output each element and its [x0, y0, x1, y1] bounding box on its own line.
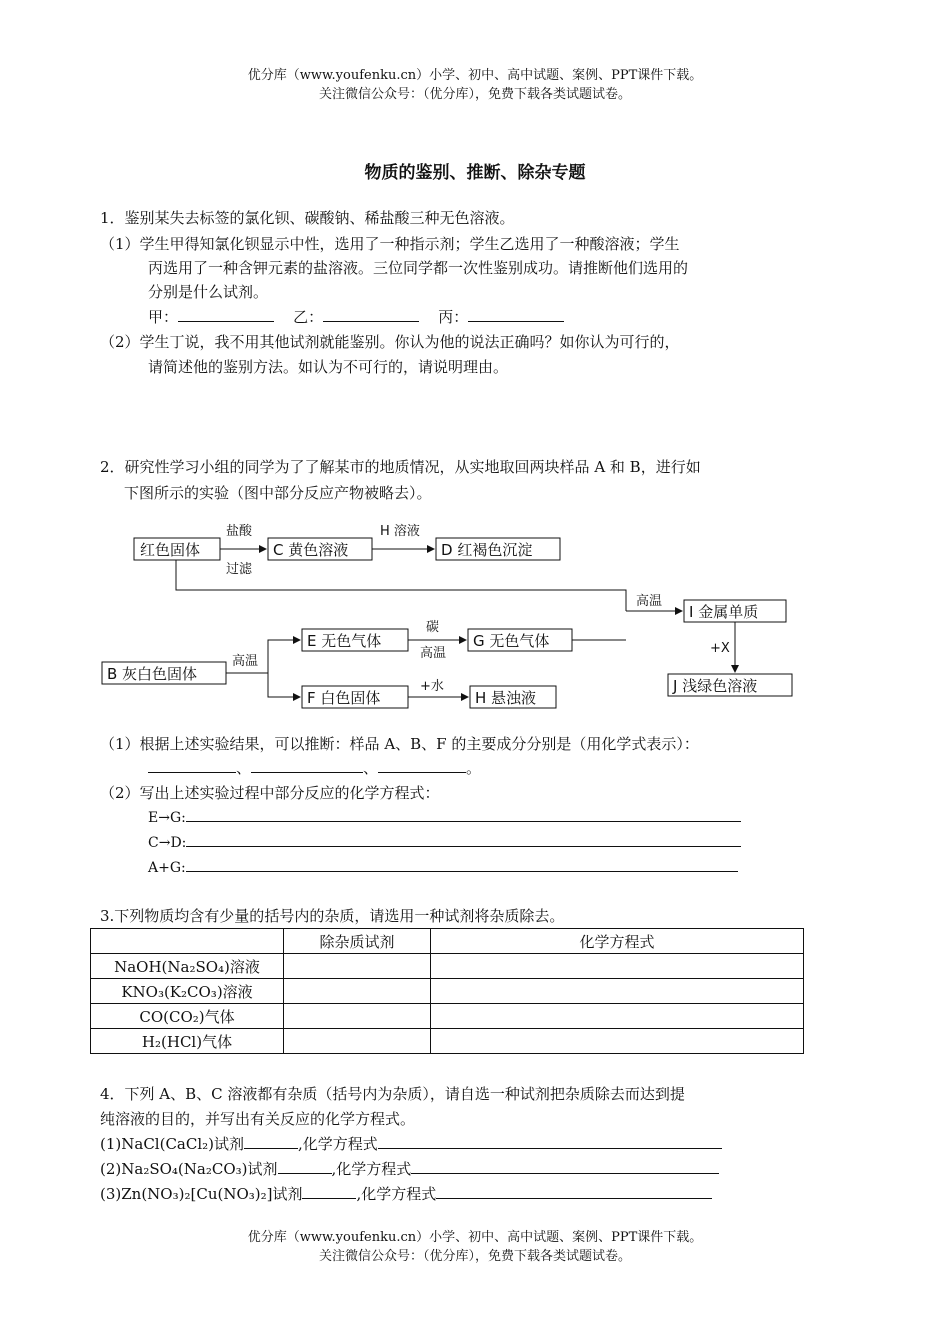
q2-p1-line1: （1）根据上述实验结果，可以推断：样品 A、B、F 的主要成分分别是（用化学式表示）：	[100, 735, 699, 753]
q1-yi-label: 乙：	[293, 308, 324, 326]
equation-cell[interactable]	[431, 954, 804, 979]
equation-cell[interactable]	[431, 1029, 804, 1054]
header-line-2: 关注微信公众号：（优分库），免费下载各类试题试卷。	[318, 87, 631, 102]
q4-item3-eq-blank[interactable]	[436, 1182, 712, 1199]
page-title: 物质的鉴别、推断、除杂专题	[364, 163, 586, 183]
table-header-blank	[91, 929, 284, 954]
q4-stem-line2: 纯溶液的目的，并写出有关反应的化学方程式。	[100, 1110, 416, 1128]
label-high-temp-mid: 高温	[420, 646, 447, 661]
footer-line-1: 优分库（www.youfenku.cn）小学、初中、高中试题、案例、PPT课件下载。	[247, 1230, 703, 1245]
q2-eq-cd-line[interactable]	[186, 832, 741, 847]
q4-item-2	[100, 1157, 719, 1181]
label-plus-water: +水	[420, 679, 444, 694]
q4-item1-eq-label: ,化学方程式	[298, 1135, 378, 1153]
q4-item1-label: (1)NaCl(CaCl₂)试剂	[100, 1135, 245, 1153]
equation-cell[interactable]	[431, 979, 804, 1004]
reagent-cell[interactable]	[284, 1029, 431, 1054]
label-plus-x: +X	[710, 641, 730, 656]
q1-p1-line3: 分别是什么试剂。	[148, 283, 269, 301]
q1-p1-line2: 丙选用了一种含钾元素的盐溶液。三位同学都一次性鉴别成功。请推断他们选用的	[148, 259, 689, 277]
box-red-solid-label: 红色固体	[140, 541, 201, 559]
q4-item3-label: (3)Zn(NO₃)₂[Cu(NO₃)₂]试剂	[100, 1185, 303, 1203]
q2-a-blank[interactable]	[148, 756, 236, 773]
reagent-cell[interactable]	[284, 954, 431, 979]
col-reagent: 除杂质试剂	[284, 929, 431, 954]
q4-item1-eq-blank[interactable]	[378, 1132, 722, 1149]
table-row	[91, 954, 804, 979]
q4-item1-reagent-blank[interactable]	[244, 1132, 298, 1149]
q4-item2-label: (2)Na₂SO₄(Na₂CO₃)试剂	[100, 1160, 278, 1178]
q4-item2-eq-blank[interactable]	[411, 1157, 719, 1174]
label-h-solution: H 溶液	[380, 524, 420, 539]
box-f-label: F 白色固体	[307, 689, 381, 707]
table-row	[91, 1004, 804, 1029]
label-high-temp-top: 高温	[636, 594, 663, 609]
q1-p2-line2: 请简述他的鉴别方法。如认为不可行的，请说明理由。	[148, 358, 509, 376]
label-carbon: 碳	[426, 620, 440, 635]
q4-item2-reagent-blank[interactable]	[278, 1157, 332, 1174]
q3-table	[90, 928, 804, 1054]
q1-p1-line1: （1）学生甲得知氯化钡显示中性，选用了一种指示剂；学生乙选用了一种酸溶液；学生	[100, 235, 680, 253]
footer-line-2: 关注微信公众号：（优分库），免费下载各类试题试卷。	[318, 1249, 631, 1264]
q2-stem-line2: 下图所示的实验（图中部分反应产物被略去）。	[124, 484, 432, 502]
q2-eq-ag-label: A+G:	[148, 860, 186, 876]
box-c-label: C 黄色溶液	[273, 541, 349, 559]
box-h-label: H 悬浊液	[475, 689, 537, 707]
q2-b-blank[interactable]	[251, 756, 363, 773]
q2-eq-eg-line[interactable]	[186, 807, 741, 822]
q4-item3-reagent-blank[interactable]	[302, 1182, 356, 1199]
box-e-label: E 无色气体	[307, 632, 382, 650]
q1-p2-line1: （2）学生丁说，我不用其他试剂就能鉴别。你认为他的说法正确吗？如你认为可行的，	[100, 333, 680, 351]
q4-item3-eq-label: ,化学方程式	[356, 1185, 437, 1203]
row-substance: KNO₃(K₂CO₃)溶液	[91, 979, 284, 1004]
table-header-row	[91, 929, 804, 954]
q2-p2: （2）写出上述实验过程中部分反应的化学方程式：	[100, 784, 440, 802]
arrow-b-to-e	[268, 640, 300, 673]
label-filter: 过滤	[226, 562, 253, 577]
q2-eq-ag-row	[148, 856, 738, 880]
box-b-label: B 灰白色固体	[107, 665, 198, 683]
reagent-cell[interactable]	[284, 1004, 431, 1029]
q2-stem-line1: 2．研究性学习小组的同学为了了解某市的地质情况，从实地取回两块样品 A 和 B，进行如	[100, 458, 701, 476]
q2-eq-cd-row	[148, 831, 741, 855]
q1-stem: 1．鉴别某失去标签的氯化钡、碳酸钠、稀盐酸三种无色溶液。	[100, 209, 515, 227]
row-substance: CO(CO₂)气体	[91, 1004, 284, 1029]
q4-item2-eq-label: ,化学方程式	[331, 1160, 412, 1178]
box-i-label: I 金属单质	[689, 603, 759, 621]
box-d-label: D 红褐色沉淀	[441, 541, 533, 559]
box-j-label: J 浅绿色溶液	[673, 677, 758, 695]
q2-eq-eg-row	[148, 806, 741, 830]
q2-p1-answers	[148, 756, 481, 780]
q2-sep1: 、	[236, 759, 252, 777]
col-equation: 化学方程式	[431, 929, 804, 954]
row-substance: H₂(HCl)气体	[91, 1029, 284, 1054]
q4-item-3	[100, 1182, 712, 1206]
box-g-label: G 无色气体	[473, 632, 550, 650]
table-row	[91, 979, 804, 1004]
q2-eq-cd-label: C→D:	[148, 835, 187, 851]
header-line-1: 优分库（www.youfenku.cn）小学、初中、高中试题、案例、PPT课件下载。	[247, 68, 703, 83]
arrow-b-to-f	[268, 673, 300, 697]
row-substance: NaOH(Na₂SO₄)溶液	[91, 954, 284, 979]
table-row	[91, 1029, 804, 1054]
q1-jia-label: 甲：	[148, 308, 179, 326]
q2-eq-eg-label: E→G:	[148, 810, 186, 826]
q2-eq-ag-line[interactable]	[186, 857, 738, 872]
reagent-cell[interactable]	[284, 979, 431, 1004]
q2-f-blank[interactable]	[378, 756, 466, 773]
q1-bing-label: 丙：	[438, 308, 469, 326]
label-high-temp-b: 高温	[232, 654, 259, 669]
q4-stem-line1: 4．下列 A、B、C 溶液都有杂质（括号内为杂质），请自选一种试剂把杂质除去而达到提	[100, 1085, 685, 1103]
q3-stem: 3.下列物质均含有少量的括号内的杂质，请选用一种试剂将杂质除去。	[100, 907, 565, 925]
q2-end: 。	[466, 759, 482, 777]
label-hcl: 盐酸	[226, 524, 253, 539]
equation-cell[interactable]	[431, 1004, 804, 1029]
q2-sep2: 、	[363, 759, 379, 777]
q4-item-1	[100, 1132, 722, 1156]
